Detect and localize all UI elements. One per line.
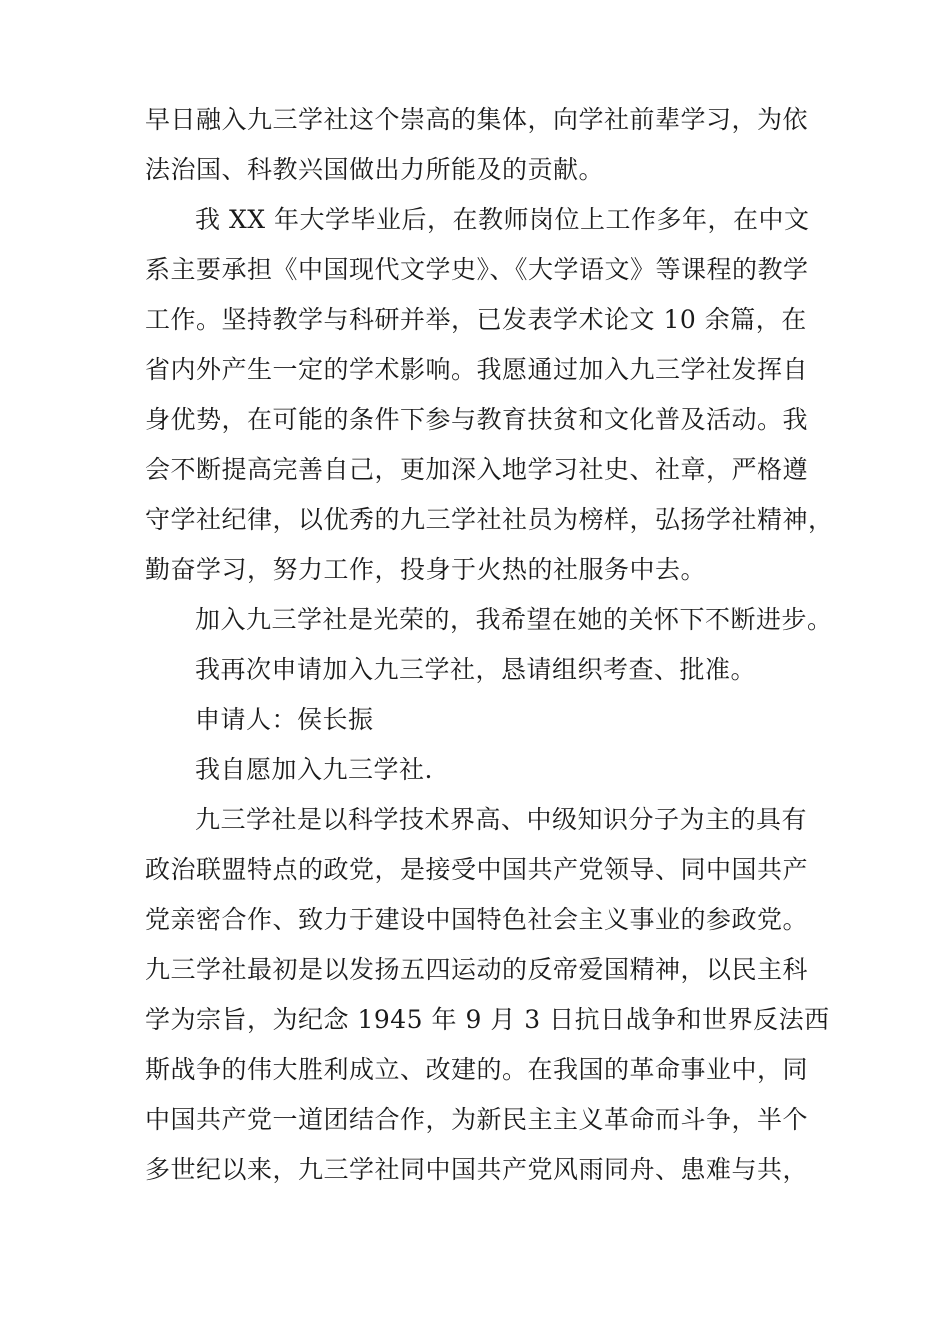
text-line: 守学社纪律，以优秀的九三学社社员为榜样，弘扬学社精神， — [145, 505, 834, 534]
paragraph-start-line: 加入九三学社是光荣的，我希望在她的关怀下不断进步。 — [195, 605, 833, 634]
text-line: 身优势，在可能的条件下参与教育扶贫和文化普及活动。我 — [145, 405, 809, 434]
paragraph-start-line: 我再次申请加入九三学社，恳请组织考查、批准。 — [195, 655, 757, 684]
paragraph-start-line: 我自愿加入九三学社. — [195, 755, 433, 784]
text-line: 系主要承担《中国现代文学史》、《大学语文》等课程的教学 — [145, 255, 809, 284]
text-line: 法治国、科教兴国做出力所能及的贡献。 — [145, 155, 605, 184]
applicant-signature-line: 申请人：侯长振 — [195, 705, 374, 734]
text-line: 早日融入九三学社这个崇高的集体，向学社前辈学习，为依 — [145, 105, 809, 134]
text-line: 会不断提高完善自己，更加深入地学习社史、社章，严格遵 — [145, 455, 809, 484]
text-line: 多世纪以来，九三学社同中国共产党风雨同舟、患难与共， — [145, 1155, 809, 1184]
text-line: 党亲密合作、致力于建设中国特色社会主义事业的参政党。 — [145, 905, 809, 934]
text-line: 省内外产生一定的学术影响。我愿通过加入九三学社发挥自 — [145, 355, 809, 384]
text-line: 学为宗旨，为纪念 1945 年 9 月 3 日抗日战争和世界反法西 — [145, 1005, 830, 1034]
text-line: 斯战争的伟大胜利成立、改建的。在我国的革命事业中，同 — [145, 1055, 809, 1084]
text-line: 政治联盟特点的政党，是接受中国共产党领导、同中国共产 — [145, 855, 809, 884]
paragraph-start-line: 九三学社是以科学技术界高、中级知识分子为主的具有 — [195, 805, 808, 834]
text-line: 工作。坚持教学与科研并举，已发表学术论文 10 余篇，在 — [145, 305, 807, 334]
text-line: 中国共产党一道团结合作，为新民主主义革命而斗争，半个 — [145, 1105, 809, 1134]
text-line: 九三学社最初是以发扬五四运动的反帝爱国精神，以民主科 — [145, 955, 809, 984]
paragraph-start-line: 我 XX 年大学毕业后，在教师岗位上工作多年，在中文 — [195, 205, 810, 234]
text-line: 勤奋学习，努力工作，投身于火热的社服务中去。 — [145, 555, 707, 584]
